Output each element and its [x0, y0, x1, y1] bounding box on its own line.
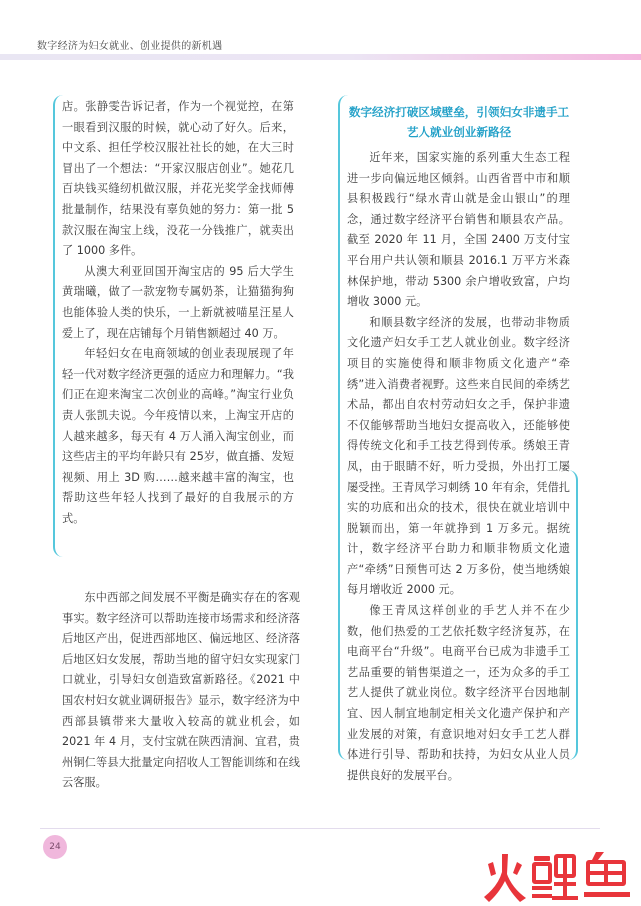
watermark-logo [484, 848, 640, 906]
page-number-badge: 24 [43, 835, 67, 859]
paragraph: 像王青凤这样创业的手艺人并不在少数，他们热爱的工艺依托数字经济复苏，在电商平台“升级”。电商平台已成为非遗手工艺品重要的销售渠道之一，还为众多的手工艺人提供了就业岗位。数字经济平台因地制宜、因人制宜地制定相关文化遗产保护和产业发展的对策，有意识地对妇女手工艺人群体进行引导、帮助和扶持，为妇女从业人员提供良好的发展平台。 [347, 604, 570, 782]
paragraph: 东中西部之间发展不平衡是确实存在的客观事实。数字经济可以帮助连接市场需求和经济落后地区产出，促进西部地区、偏远地区、经济落后地区妇女发展，帮助当地的留守妇女实现家门口就业，引导妇女创造致富新路径。《2021 中国农村妇女就业调研报告》显示，数字经济为中西部县镇带来大量收入较高的就业机会，如 2021 年 4 月，支付宝就在陕西清涧、宜君，贵州铜仁等县大批量定向招收人工智能训练和在线云客服。 [62, 591, 300, 790]
section-heading: 数字经济打破区域壁垒，引领妇女非遗手工艺人就业创业新路径 [348, 105, 570, 139]
paragraph: 和顺县数字经济的发展，也带动非物质文化遗产妇女手工艺人就业创业。数字经济项目的实施使得和顺非物质文化遗产“牵绣”进入消费者视野。这些来自民间的牵绣艺术品，都出自农村劳动妇女之手，保护非遗不仅能够帮助当地妇女提高收入，还能够使得传统文化和手工技艺得到传承。绣娘王青凤，由于眼睛不好，听力受损，外出打工屡屡受挫。王青凤学习刺绣 10 年有余，凭借扎实的功底和出众的技术，很快在就业培训中脱颖而出，第一年就挣到 1 万多元。据统计，数字经济平台助力和顺非物质文化遗产“牵绣”日预售可达 2 万多份，使当地绣娘每月增收近 2000 元。 [347, 315, 570, 597]
left-column-top [62, 97, 294, 529]
paragraph: 近年来，国家实施的系列重大生态工程进一步向偏远地区倾斜。山西省晋中市和顺县积极践行“绿水青山就是金山银山”的理念，通过数字经济平台销售和顺县农产品。截至 2020 年 11 月，全国 2400 万支付宝平台用户共认领和顺县 2016.1 万平方米森林保护地，带动 5300 余户增收致富，户均增收 3000 元。 [347, 151, 570, 309]
paragraph: 店。张静雯告诉记者，作为一个视觉控，在第一眼看到汉服的时候，就心动了好久。后来，中文系、担任学校汉服社社长的她，在大三时冒出了一个想法：“开家汉服店创业”。她花几百块钱买缝纫机做汉服，并花光奖学金找师傅批量制作，结果没有辜负她的努力：第一批 5 款汉服在淘宝上线，没花一分钱推广，就卖出了 1000 多件。 [62, 100, 294, 258]
footer-divider [40, 828, 600, 829]
right-column [347, 148, 570, 786]
left-column-bottom [62, 588, 300, 794]
header-gradient-bar [0, 54, 641, 60]
running-header: 数字经济为妇女就业、创业提供的新机遇 [37, 41, 223, 52]
paragraph: 从澳大利亚回国开淘宝店的 95 后大学生黄瑞曦，做了一款宠物专属奶茶，让猫猫狗狗也能体验人类的快乐，一上新就被喵星汪星人爱上了，现在店铺每个月销售额超过 40 万。 [62, 264, 294, 340]
paragraph: 年轻妇女在电商领域的创业表现展现了年轻一代对数字经济更强的适应力和理解力。“我们正在迎来淘宝二次创业的高峰。”淘宝行业负责人张凯夫说。今年疫情以来，上淘宝开店的人越来越多，每天有 4 万人涌入淘宝创业，而这些店主的平均年龄只有 25岁，做直播、发短视频、用上 3D 购……越来越丰富的淘宝，也帮助这些年轻人找到了最好的自我展示的方式。 [62, 347, 294, 525]
